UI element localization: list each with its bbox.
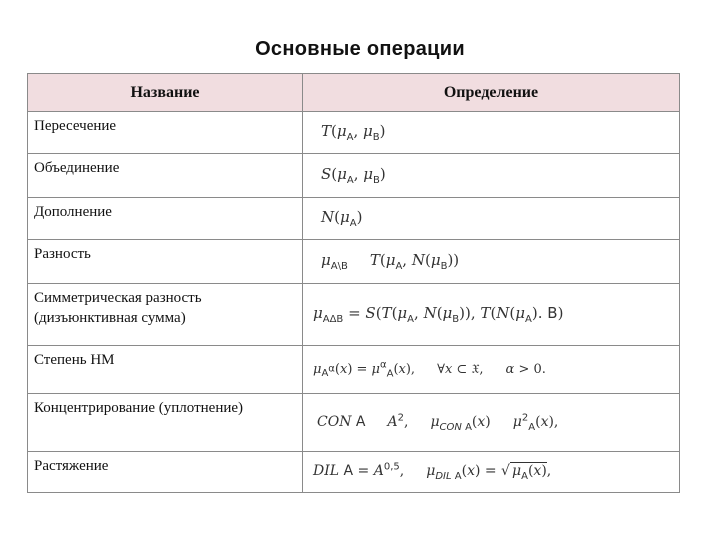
table-row <box>28 112 680 154</box>
row-name-symmetric-difference <box>28 284 303 346</box>
slide-title: Основные операции <box>255 38 465 60</box>
row-name-difference: Разность <box>28 240 303 284</box>
row-definition-power <box>303 346 680 394</box>
header-definition: Определение <box>303 74 680 112</box>
table-row <box>28 452 680 493</box>
formula-power: $\mu_{A^\alpha}(x) = \mu^\alpha_A(x)$, ∀x ⊂ 𝔛, α > 0. <box>313 359 546 380</box>
formula-difference: $\mu_{A\backslash B}$ $T(\mu_A$, $N(\mu_B)$) <box>321 251 460 272</box>
row-definition-dilation <box>303 452 680 493</box>
formula-dilation: DIL A = A$^{0,5}$, $\mu_{DIL A}(x)$ = √ $\mu_A(x)$, <box>313 461 552 483</box>
formula-intersection: $T(\mu_A$, $\mu_B$) <box>321 122 386 143</box>
row-definition-complement <box>303 198 680 240</box>
row-name-power: Степень НМ <box>28 346 303 394</box>
row-definition-intersection <box>303 112 680 154</box>
table-header-row <box>28 74 680 112</box>
row-definition-concentration <box>303 394 680 452</box>
row-name-dilation: Растяжение <box>28 452 303 493</box>
row-definition-difference <box>303 240 680 284</box>
table-row <box>28 154 680 198</box>
row-name-concentration: Концентрирование (уплотнение) <box>28 394 303 452</box>
formula-symmetric-difference: $\mu_{A\Delta B} = S(T(\mu_A$, $N(\mu_B)$), $T(N(\mu_A)$. B) <box>313 304 564 325</box>
row-name-symmetric-difference-line1: Симметрическая разность <box>34 290 202 306</box>
table-row <box>28 394 680 452</box>
table-row <box>28 198 680 240</box>
row-definition-union <box>303 154 680 198</box>
row-name-complement: Дополнение <box>28 198 303 240</box>
table-row <box>28 240 680 284</box>
formula-concentration: CON A $A^2$, $\mu_{CON A}(x)$ $\mu^2_A(x)$, <box>317 412 559 433</box>
row-name-symmetric-difference-line2: (дизъюнктивная сумма) <box>34 310 186 326</box>
row-name-union: Объединение <box>28 154 303 198</box>
operations-table <box>27 73 680 493</box>
header-name: Название <box>28 74 303 112</box>
formula-union: $S(\mu_A$, $\mu_B$) <box>321 165 386 186</box>
table-row <box>28 346 680 394</box>
formula-complement: $N(\mu_A)$ <box>321 208 363 229</box>
table-row <box>28 284 680 346</box>
row-name-intersection: Пересечение <box>28 112 303 154</box>
row-definition-symmetric-difference <box>303 284 680 346</box>
